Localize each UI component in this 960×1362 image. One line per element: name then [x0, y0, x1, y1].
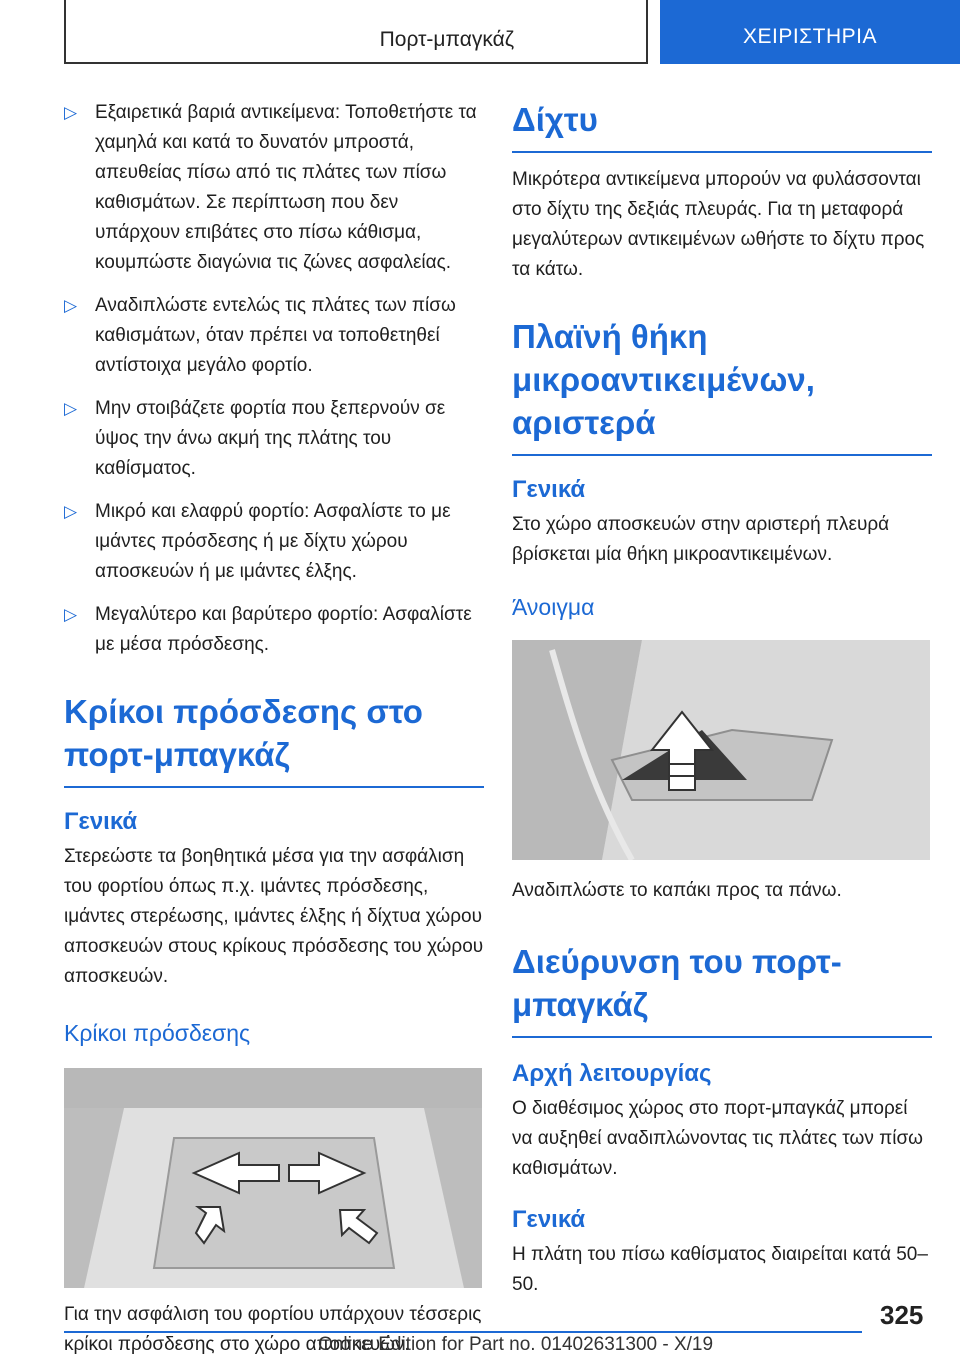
- list-item: ▷ Αναδιπλώστε εντελώς τις πλάτες των πίσω καθισμάτων, όταν πρέπει να τοποθετηθεί αντίστοιχα μεγάλο φορτίο.: [64, 291, 484, 381]
- footer-divider: [64, 1331, 862, 1333]
- triangle-bullet-icon: ▷: [64, 296, 78, 315]
- expand-paragraph: Η πλάτη του πίσω καθίσματος διαιρείται κατά 50–50.: [512, 1244, 928, 1295]
- triangle-bullet-icon: ▷: [64, 605, 78, 624]
- general-paragraph: Στερεώστε τα βοηθητικά μέσα για την ασφάλιση του φορτίου όπως π.χ. ιμάντες πρόσδεσης, ιμάντες στερέωσης, ιμάντες έλξης ή δίχτυα χώρου αποσκευών στους κρίκους πρόσδεσης του χώρου αποσκευών.: [64, 846, 484, 987]
- subheading-principle: Αρχή λειτουργίας: [512, 1060, 712, 1087]
- list-item: ▷ Εξαιρετικά βαριά αντικείμενα: Τοποθετήστε τα χαμηλά και κατά το δυνατόν μπροστά, απευθείας πίσω από τις πλάτες των πίσω καθισμάτων. Σε περίπτωση που δεν υπάρχουν επιβάτες στο πίσω κάθισμα, κουμπώστε διαγώνια τις ζώνες ασφαλείας.: [64, 98, 484, 278]
- right-column: [512, 98, 932, 1300]
- subheading-opening: Άνοιγμα: [512, 594, 595, 620]
- opening-caption: Αναδιπλώστε το καπάκι προς τα πάνω.: [512, 880, 842, 901]
- section-title-pocket: Πλαϊνή θήκη μικροαντικειμένων, αριστερά: [512, 315, 932, 456]
- section-title-expand: Διεύρυνση του πορτ-μπαγκάζ: [512, 940, 932, 1038]
- section-title-rings: Κρίκοι πρόσδεσης στο πορτ-μπαγκάζ: [64, 690, 484, 788]
- edition-note: Online Edition for Part no. 01402631300 - X/19: [318, 1334, 714, 1355]
- list-item: ▷ Μεγαλύτερο και βαρύτερο φορτίο: Ασφαλίστε με μέσα πρόσδεσης.: [64, 600, 484, 660]
- header-section-title: Πορτ-μπαγκάζ: [379, 28, 514, 51]
- list-item: ▷ Μην στοιβάζετε φορτία που ξεπερνούν σε ύψος την άνω ακμή της πλάτης του καθίσματος.: [64, 394, 484, 484]
- header-frame: [64, 0, 648, 64]
- list-item: ▷ Μικρό και ελαφρύ φορτίο: Ασφαλίστε το με ιμάντες πρόσδεσης ή με δίχτυ χώρου αποσκευών ή με ιμάντες έλξης.: [64, 497, 484, 587]
- net-paragraph: Μικρότερα αντικείμενα μπορούν να φυλάσσονται στο δίχτυ της δεξιάς πλευράς. Για τη μεταφορά μεγαλύτερων αντικειμένων ωθήστε το δίχτυ προς τα κάτω.: [512, 169, 925, 280]
- chapter-tab[interactable]: ΧΕΙΡΙΣΤΗΡΙΑ: [660, 0, 960, 64]
- left-column: [64, 98, 484, 1360]
- subheading-rings: Κρίκοι πρόσδεσης: [64, 1020, 251, 1046]
- triangle-bullet-icon: ▷: [64, 399, 78, 418]
- subheading-expand-general: Γενικά: [512, 1206, 586, 1233]
- section-title-net: Δίχτυ: [512, 98, 932, 153]
- rings-caption: Για την ασφάλιση του φορτίου υπάρχουν τέσσερις κρίκοι πρόσδεσης στο χώρο αποσκευών.: [64, 1304, 482, 1355]
- trunk-rings-photo: [64, 1068, 482, 1288]
- subheading-general: Γενικά: [64, 808, 138, 835]
- triangle-bullet-icon: ▷: [64, 103, 78, 122]
- subheading-pocket-general: Γενικά: [512, 476, 586, 503]
- pocket-paragraph: Στο χώρο αποσκευών στην αριστερή πλευρά βρίσκεται μία θήκη μικροαντικειμένων.: [512, 514, 890, 565]
- triangle-bullet-icon: ▷: [64, 502, 78, 521]
- side-pocket-photo: [512, 640, 930, 860]
- page-number: 325: [880, 1300, 924, 1330]
- principle-paragraph: Ο διαθέσιμος χώρος στο πορτ-μπαγκάζ μπορεί να αυξηθεί αναδιπλώνοντας τις πλάτες των πίσω καθισμάτων.: [512, 1098, 924, 1179]
